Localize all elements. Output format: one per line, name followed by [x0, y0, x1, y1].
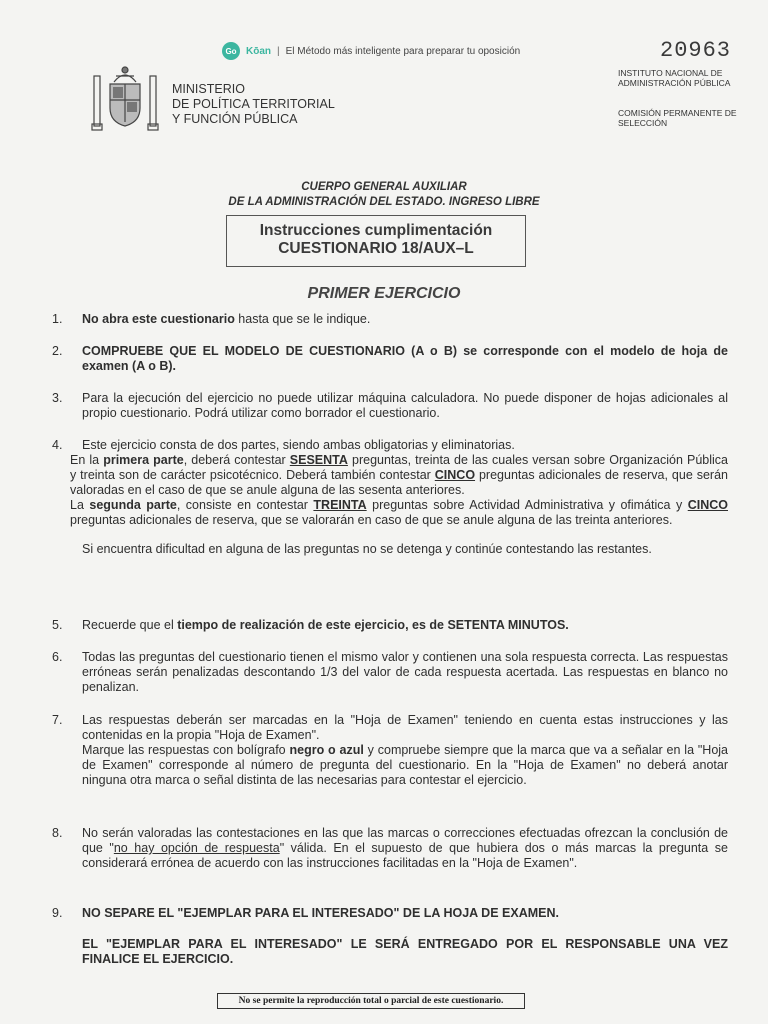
item-text-underlined: no hay opción de respuesta: [113, 841, 280, 855]
item-number: 2.: [52, 344, 63, 358]
item-text: Todas las preguntas del cuestionario tienen el mismo valor y contienen una sola respuesta correcta. Las respuestas erróneas serán penalizadas descontando 1/3 del valor de cada respuesta acertada. Las respuestas en blanco no penalizan.: [82, 650, 728, 694]
instructions-title-box: [226, 215, 526, 267]
item-text: hasta que se le indique.: [234, 312, 371, 326]
gokoan-brand: Kōan: [246, 45, 271, 57]
instruction-item-2: [52, 344, 728, 374]
ministerio-line2: DE POLÍTICA TERRITORIAL: [172, 97, 335, 111]
part1-label: primera parte: [103, 453, 184, 467]
part2-text: preguntas adicionales de reserva, que se valorarán en caso de que se anule alguna de las treinta anteriores.: [70, 513, 673, 527]
cuerpo-heading: [0, 180, 768, 210]
part2-text: La: [70, 498, 90, 512]
banner-separator: |: [277, 45, 280, 57]
item-text: No serán valoradas las contestaciones en las que las marcas o correcciones efectuadas ofrezcan la conclusión de que ": [82, 826, 728, 855]
instruction-item-5: [52, 618, 728, 633]
coat-of-arms-icon: [90, 62, 160, 138]
inap-label: INSTITUTO NACIONAL DE ADMINISTRACIÓN PÚBLICA: [618, 68, 731, 88]
instructions-title: Instrucciones cumplimentación: [259, 222, 493, 239]
item-text: Para la ejecución del ejercicio no puede utilizar máquina calculadora. No puede disponer de hojas adicionales al propio cuestionario. Podrá utilizar como borrador el cuestionario.: [82, 391, 728, 420]
part1-count: SESENTA: [289, 453, 348, 467]
instruction-item-7: [52, 713, 728, 788]
item-text-bold: NO SEPARE EL "EJEMPLAR PARA EL INTERESADO" DE LA HOJA DE EXAMEN.: [82, 906, 559, 920]
cuerpo-line1: CUERPO GENERAL AUXILIAR: [301, 181, 467, 193]
part1-text: preguntas, treinta de las cuales versan sobre Organización Pública y treinta son de carácter psicotécnico. Deberá también contestar: [70, 453, 728, 482]
part1-text: En la: [70, 453, 104, 467]
item-text: y compruebe siempre que la marca que va a señalar en la "Hoja de Examen" corresponde al número de pregunta del cuestionario. En la "Hoja de Examen" no deberá anotar ninguna otra marca o señal distinta de las necesarias para contestar el ejercicio.: [82, 743, 729, 787]
cuerpo-line2: DE LA ADMINISTRACIÓN DEL ESTADO. INGRESO LIBRE: [228, 196, 540, 208]
instruction-item-4: [52, 438, 728, 557]
item-number: 1.: [52, 312, 63, 326]
item-text-bold: EL "EJEMPLAR PARA EL INTERESADO" LE SERÁ ENTREGADO POR EL RESPONSABLE UNA VEZ FINALICE EL EJERCICIO.: [82, 937, 728, 966]
item-text: Este ejercicio consta de dos partes, siendo ambas obligatorias y eliminatorias.: [82, 438, 515, 452]
part1-text: , deberá contestar: [183, 453, 290, 467]
item-text: " válida. En el supuesto de que hubiera dos o más marcas la pregunta se considerará errónea de acuerdo con las instrucciones facilitadas en la "Hoja de Examen".: [82, 841, 728, 870]
item-text: Recuerde que el: [82, 618, 178, 632]
instruction-item-3: [52, 391, 728, 421]
item-text: Las respuestas deberán ser marcadas en la "Hoja de Examen" teniendo en cuenta estas instrucciones y las contenidas en la propia "Hoja de Examen".: [82, 713, 728, 742]
ministerio-line1: MINISTERIO: [172, 82, 245, 96]
instruction-item-9: [52, 906, 728, 967]
item-text-bold: negro o azul: [289, 743, 364, 757]
questionnaire-code: CUESTIONARIO 18/AUX–L: [278, 240, 474, 257]
item-number: 4.: [52, 438, 63, 452]
document-number: 20963: [660, 38, 732, 63]
instruction-item-6: [52, 650, 728, 695]
comision-label: COMISIÓN PERMANENTE DE SELECCIÓN: [618, 108, 737, 128]
part2-text: preguntas sobre Actividad Administrativa y ofimática y: [366, 498, 688, 512]
item-text-bold: tiempo de realización de este ejercicio, es de SETENTA MINUTOS.: [177, 618, 569, 632]
gokoan-logo-icon: Go: [222, 42, 240, 60]
item-text-bold: COMPRUEBE QUE EL MODELO DE CUESTIONARIO (A o B) se corresponde con el modelo de hoja de examen (A o B).: [82, 344, 728, 373]
ministerio-heading: [172, 82, 335, 127]
item-text-bold: No abra este cuestionario: [82, 312, 235, 326]
item-number: 6.: [52, 650, 63, 664]
item-text: Si encuentra dificultad en alguna de las preguntas no se detenga y continúe contestando las restantes.: [82, 542, 652, 556]
part2-text: , consiste en contestar: [176, 498, 314, 512]
part1-reserve-count: CINCO: [434, 468, 476, 482]
item-number: 5.: [52, 618, 63, 632]
item-number: 9.: [52, 906, 63, 920]
part2-count: TREINTA: [313, 498, 367, 512]
banner-tagline: El Método más inteligente para preparar tu oposición: [285, 45, 521, 57]
item-number: 7.: [52, 713, 63, 727]
gokoan-banner: [222, 42, 520, 60]
part2-reserve-count: CINCO: [687, 498, 728, 512]
ministerio-line3: Y FUNCIÓN PÚBLICA: [172, 112, 298, 126]
part2-label: segunda parte: [89, 498, 177, 512]
section-title: PRIMER EJERCICIO: [307, 285, 461, 302]
footer-notice: No se permite la reproducción total o parcial de este cuestionario.: [217, 993, 525, 1009]
item-number: 8.: [52, 826, 63, 840]
instruction-item-8: [52, 826, 728, 871]
part1-text: preguntas adicionales de reserva, que serán valoradas en el caso de que se anule alguna de las sesenta anteriores.: [70, 468, 728, 497]
instruction-item-1: [52, 312, 728, 327]
item-text: Marque las respuestas con bolígrafo: [82, 743, 290, 757]
item-number: 3.: [52, 391, 63, 405]
